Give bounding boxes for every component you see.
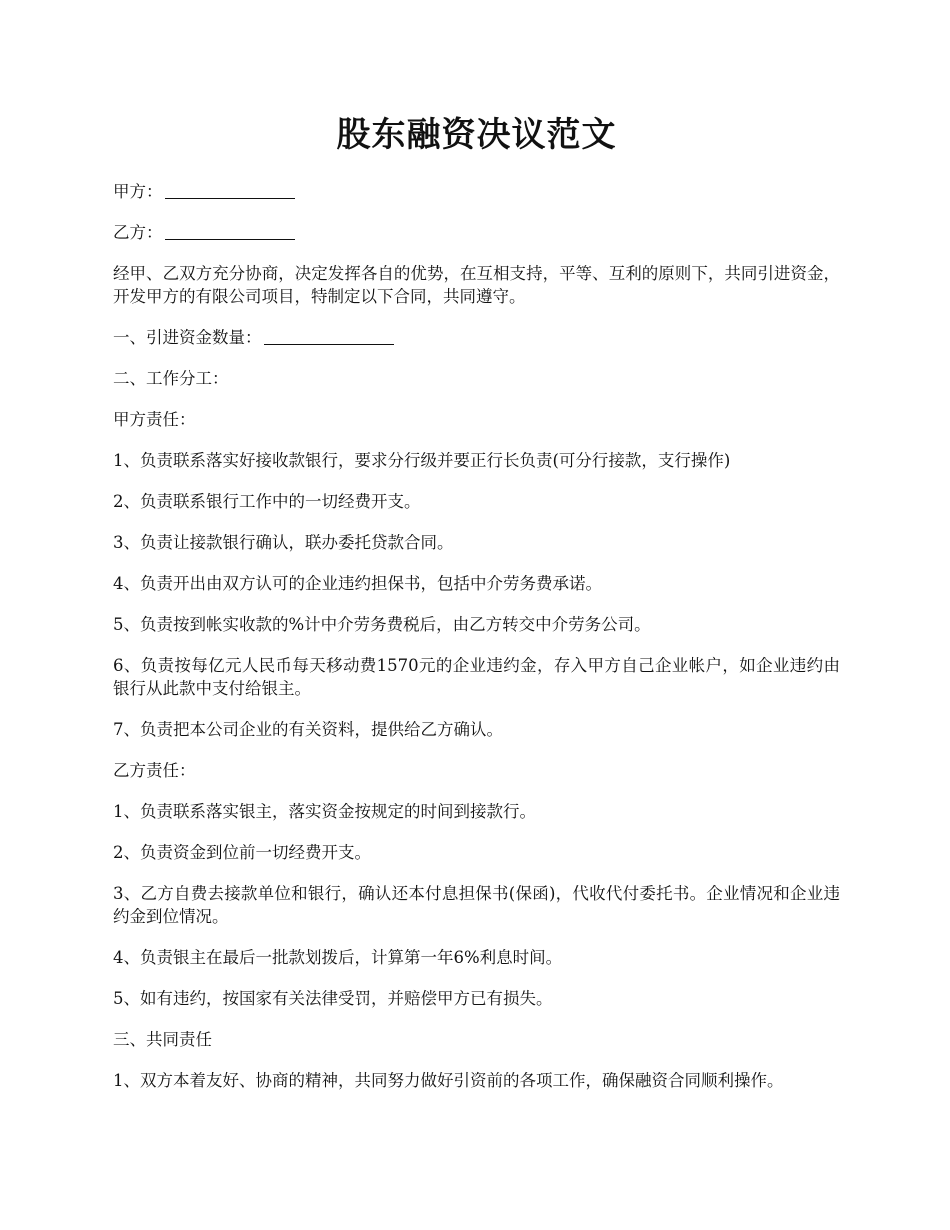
party-a-duty-item: 4、负责开出由双方认可的企业违约担保书，包括中介劳务费承诺。 [113,574,602,593]
document-body [113,180,840,1092]
section1-line [113,326,840,349]
section1-label: 一、引进资金数量： [113,328,262,347]
party-a-duty-item: 2、负责联系银行工作中的一切经费开支。 [113,492,421,511]
joint-duty-item: 1、双方本着友好、协商的精神，共同努力做好引资前的各项工作，确保融资合同顺利操作。 [113,1071,784,1090]
party-a-line [113,180,840,203]
party-a-duty-item: 3、负责让接款银行确认，联办委托贷款合同。 [113,533,454,552]
party-a-duty-item: 5、负责按到帐实收款的%计中介劳务费税后，由乙方转交中介劳务公司。 [113,615,651,634]
section3-heading: 三、共同责任 [113,1030,212,1049]
document-title: 股东融资决议范文 [336,115,617,155]
party-a-duty-item: 6、负责按每亿元人民币每天移动费1570元的企业违约金，存入甲方自己企业帐户，如企业违约由银行从此款中支付给银主。 [113,656,840,698]
section1-blank [264,328,394,345]
party-b-duty-item: 5、如有违约，按国家有关法律受罚，并赔偿甲方已有损失。 [113,989,553,1008]
party-b-line [113,221,840,244]
party-b-duty-item: 3、乙方自费去接款单位和银行，确认还本付息担保书(保函)，代收代付委托书。企业情况和企业违约金到位情况。 [113,884,840,926]
party-a-duty-item: 1、负责联系落实好接收款银行，要求分行级并要正行长负责(可分行接款，支行操作) [113,451,731,470]
party-b-duty-item: 4、负责银主在最后一批款划拨后，计算第一年6%利息时间。 [113,948,563,967]
party-b-duties-heading: 乙方责任： [113,761,196,780]
section2-heading: 二、工作分工： [113,369,229,388]
party-a-blank [165,182,295,199]
party-a-duties-heading: 甲方责任： [113,410,196,429]
intro-paragraph: 经甲、乙双方充分协商，决定发挥各自的优势，在互相支持，平等、互利的原则下，共同引进资金，开发甲方的有限公司项目，特制定以下合同，共同遵守。 [113,264,840,306]
party-a-label: 甲方： [113,182,163,201]
party-b-blank [165,223,295,240]
party-b-duty-item: 1、负责联系落实银主，落实资金按规定的时间到接款行。 [113,802,536,821]
party-b-label: 乙方： [113,223,163,242]
party-b-duty-item: 2、负责资金到位前一切经费开支。 [113,843,371,862]
party-a-duty-item: 7、负责把本公司企业的有关资料，提供给乙方确认。 [113,720,503,739]
